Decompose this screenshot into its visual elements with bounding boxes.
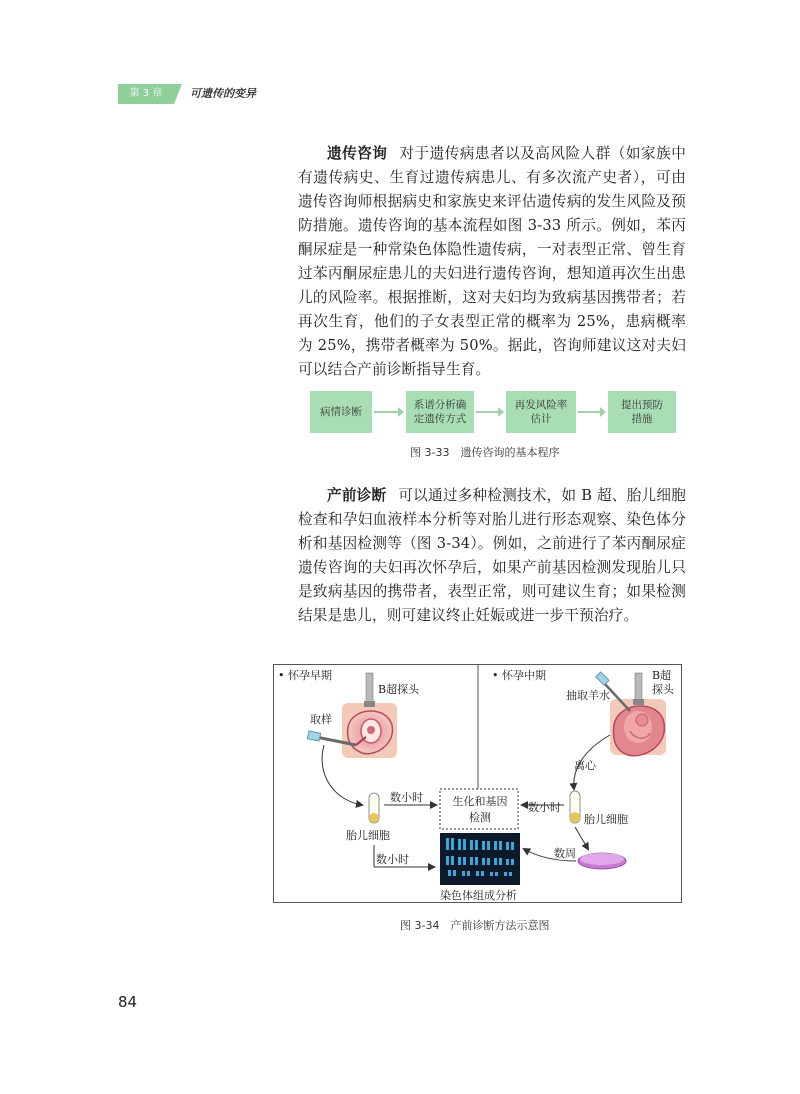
amniotic-label: 抽取羊水	[566, 689, 610, 702]
probe-label-left: B超探头	[378, 683, 420, 696]
mid-pregnancy-label: • 怀孕中期	[492, 669, 546, 682]
page-number: 84	[118, 993, 138, 1011]
karyotype-image	[440, 833, 520, 885]
fetal-cells-right-label: 胎儿细胞	[584, 813, 628, 826]
flow-arrow-3	[578, 411, 602, 413]
test-box-label-2: 检测	[469, 811, 491, 824]
weeks-label: 数周	[554, 847, 576, 860]
flow-step-pedigree: 系谱分析确定遗传方式	[406, 391, 474, 433]
chapter-header	[118, 84, 398, 104]
prenatal-diagnosis-keyword: 产前诊断	[327, 487, 387, 504]
prenatal-diagnosis-text: 可以通过多种检测技术，如 B 超、胎儿细胞检查和孕妇血液样本分析等对胎儿进行形态观察、染色体分析和基因检测等（图 3-34）。例如，之前进行了苯丙酮尿症遗传咨询的夫妇再次怀孕后，如果产前基因检测发现胎儿只是致病基因的携带者，表型正常，则可建议生育；如果检测结果是患儿，则可建议终止妊娠或进一步干预治疗。	[298, 487, 686, 624]
figure-3-33-caption: 图 3-33 遗传咨询的基本程序	[410, 446, 560, 459]
flow-arrow-2	[476, 411, 500, 413]
hours-label-left-top: 数小时	[390, 791, 423, 804]
prenatal-diagram-graphics	[274, 665, 683, 904]
chapter-title: 可遗传的变异	[190, 87, 256, 100]
prenatal-diagnosis-figure	[273, 664, 682, 903]
genetic-counseling-text: 对于遗传病患者以及高风险人群（如家族中有遗传病史、生育过遗传病患儿、有多次流产史者），可由遗传咨询师根据病史和家族史来评估遗传病的发生风险及预防措施。遗传咨询的基本流程如图 3-33 所示。例如，苯丙酮尿症是一种常染色体隐性遗传病，一对表型正常、曾生育过苯丙酮尿症患儿的夫妇进行遗传咨询，想知道再次生出患儿的风险率。根据推断，这对夫妇均为致病基因携带者；若再次生育，他们的子女表型正常的概率为 25%，患病概率为 25%，携带者概率为 50%。据此，咨询师建议这对夫妇可以结合产前诊断指导生育。	[298, 145, 686, 378]
right-test-tube	[570, 791, 580, 823]
chapter-tab-slant	[174, 84, 182, 104]
prenatal-diagnosis-paragraph	[298, 484, 686, 628]
test-box-label-1: 生化和基因	[452, 795, 508, 808]
centrifuge-label: 离心	[574, 759, 596, 772]
karyotype-label: 染色体组成分析	[440, 889, 517, 902]
probe-label-right-2: 探头	[652, 683, 674, 696]
flow-step-risk: 再发风险率估计	[506, 391, 576, 433]
flow-step-prevention: 提出预防措施	[608, 391, 676, 433]
chapter-number-tab: 第 3 章	[118, 84, 174, 104]
arrow-tube-to-dish	[575, 827, 588, 849]
hours-label-left-bottom: 数小时	[376, 853, 409, 866]
probe-label-right-1: B超	[652, 669, 672, 682]
genetic-counseling-paragraph	[298, 142, 686, 382]
flow-arrow-1	[374, 411, 400, 413]
petri-dish	[578, 853, 626, 869]
counseling-flowchart	[310, 391, 680, 433]
figure-3-34-caption: 图 3-34 产前诊断方法示意图	[400, 919, 550, 932]
early-pregnancy-label: • 怀孕早期	[278, 669, 332, 682]
fetal-cells-left-label: 胎儿细胞	[346, 829, 390, 842]
left-test-tube	[369, 793, 379, 823]
genetic-counseling-keyword: 遗传咨询	[327, 145, 388, 162]
flow-step-diagnosis: 病情诊断	[310, 391, 372, 433]
hours-label-right: 数小时	[528, 801, 561, 814]
sampling-label: 取样	[310, 713, 332, 726]
